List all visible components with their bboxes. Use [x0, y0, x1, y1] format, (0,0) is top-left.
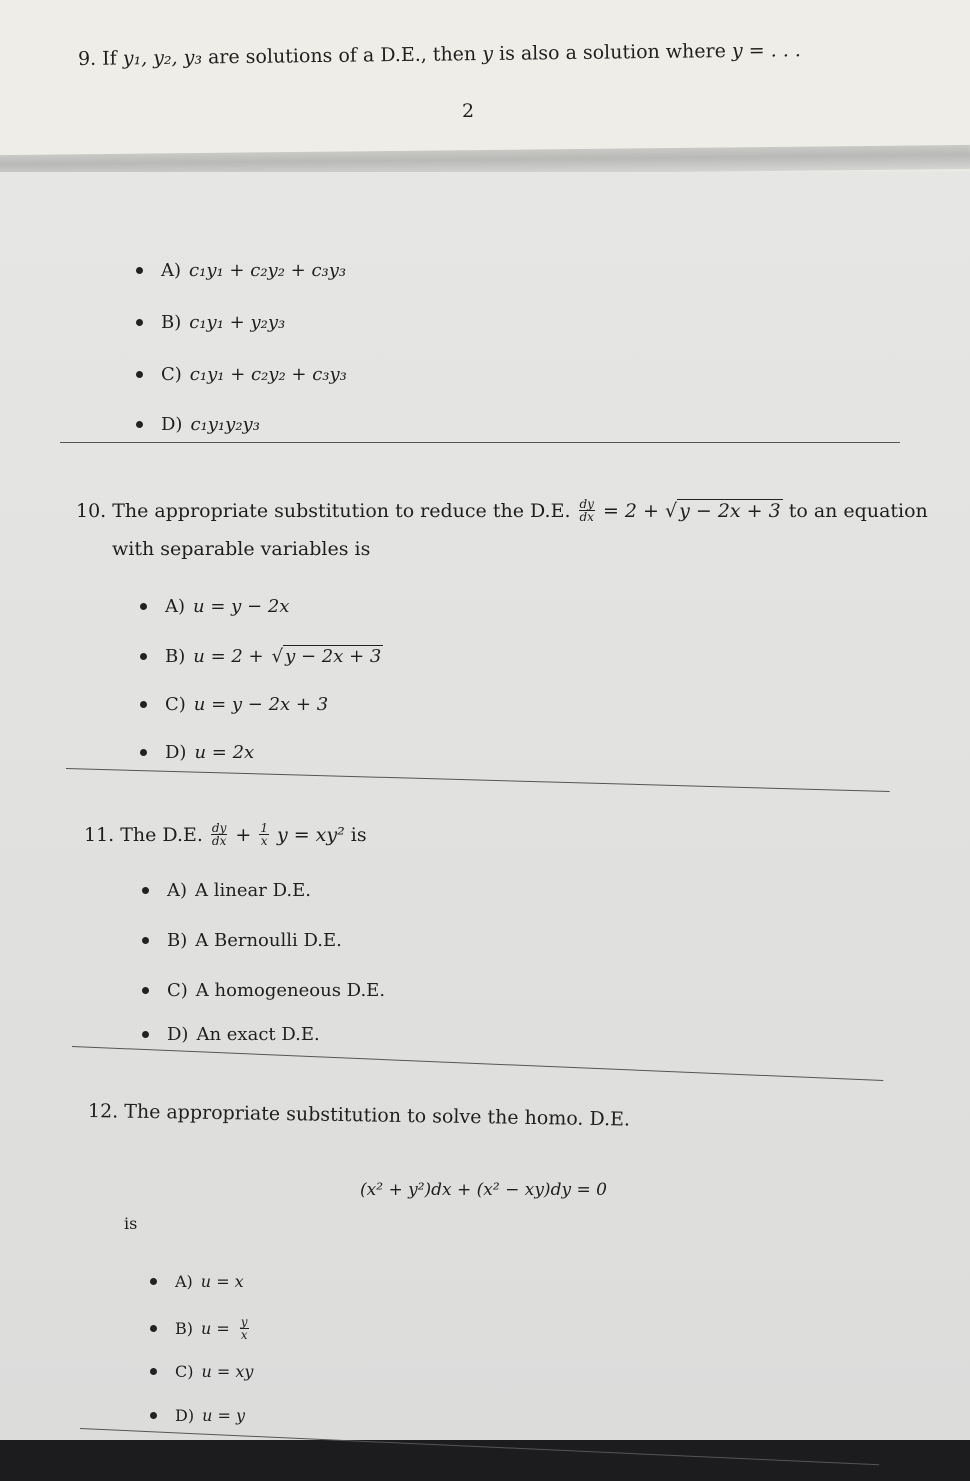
option-expr: u = 2x: [194, 742, 255, 763]
math-var: y: [482, 42, 494, 66]
option-label: D): [167, 1024, 189, 1045]
question-11-stem: [84, 822, 367, 847]
option-expr: c₁y₁y₂y₃: [190, 414, 260, 435]
fraction: $\frac{1}{x}$: [260, 821, 268, 848]
option-label: A): [165, 596, 186, 617]
display-equation: (x² + y²)dx + (x² − xy)dy = 0: [360, 1180, 607, 1200]
bullet-icon: [136, 319, 143, 326]
bullet-icon: [150, 1325, 157, 1332]
question-number: 11.: [84, 823, 115, 846]
option-label: B): [175, 1319, 193, 1338]
option-expr: u = xy: [201, 1362, 254, 1381]
option-label: D): [165, 742, 187, 763]
current-page: [0, 172, 970, 1442]
option-label: C): [161, 364, 182, 385]
option-text: A Bernoulli D.E.: [195, 930, 342, 951]
separator: [60, 442, 900, 443]
math-expr: y = xy²: [276, 823, 345, 846]
option-label: C): [175, 1362, 194, 1381]
stem-text: is: [124, 1214, 138, 1233]
stem-text: is also a solution where: [498, 40, 727, 65]
option-label: A): [161, 260, 182, 281]
option-expr: c₁y₁ + c₂y₂ + c₃y₃: [189, 364, 347, 385]
option-expr: c₁y₁ + y₂y₃: [189, 312, 286, 333]
stem-text-line2: with separable variables is: [112, 538, 371, 560]
bullet-icon: [150, 1368, 157, 1375]
bullet-icon: [136, 421, 143, 428]
stem-text: The D.E.: [120, 823, 203, 846]
q11-option-a[interactable]: [142, 880, 311, 901]
question-number: 12.: [87, 1100, 119, 1123]
q10-option-c[interactable]: [140, 694, 328, 715]
question-number: 10.: [76, 499, 107, 522]
stem-text: The appropriate substitution to reduce the D.E.: [112, 499, 571, 522]
math-expr: y = . . .: [731, 39, 802, 63]
question-number: 9.: [77, 47, 97, 70]
option-label: C): [167, 980, 188, 1001]
option-label: A): [175, 1272, 193, 1291]
page-number: 2: [462, 100, 475, 122]
option-label: B): [165, 646, 186, 667]
option-label: D): [161, 414, 183, 435]
q12-option-c[interactable]: [150, 1362, 253, 1381]
bullet-icon: [142, 987, 149, 994]
bullet-icon: [140, 701, 147, 708]
bullet-icon: [142, 887, 149, 894]
fraction: $\frac{y}{x}$: [240, 1315, 248, 1342]
previous-page-bottom: [0, 0, 970, 160]
option-label: D): [175, 1406, 195, 1425]
stem-text: to an equation: [788, 499, 928, 522]
option-label: A): [167, 880, 188, 901]
bullet-icon: [140, 653, 147, 660]
q9-option-b[interactable]: [136, 312, 285, 333]
math-vars: y₁, y₂, y₃: [122, 46, 203, 70]
sqrt-expr: √ y − 2x + 3: [271, 646, 382, 667]
option-text: A homogeneous D.E.: [195, 980, 386, 1001]
q10-option-b[interactable]: [140, 646, 383, 667]
fraction: $\frac{dy}{dx}$: [579, 497, 594, 524]
q9-option-a[interactable]: [136, 260, 346, 281]
stem-text: The appropriate substitution to solve the homo. D.E.: [124, 1100, 631, 1131]
q9-option-d[interactable]: [136, 414, 260, 435]
option-text: An exact D.E.: [196, 1024, 320, 1045]
q12-option-d[interactable]: [150, 1406, 245, 1425]
option-expr: u =: [201, 1319, 230, 1338]
bullet-icon: [142, 1031, 149, 1038]
bullet-icon: [140, 749, 147, 756]
bullet-icon: [150, 1278, 157, 1285]
option-expr: c₁y₁ + c₂y₂ + c₃y₃: [189, 260, 347, 281]
option-expr: u = y − 2x + 3: [193, 694, 329, 715]
q10-option-d[interactable]: [140, 742, 254, 763]
math-op: +: [235, 823, 252, 846]
q12-option-a[interactable]: [150, 1272, 244, 1291]
math-expr: = 2 +: [602, 499, 659, 522]
option-label: B): [167, 930, 188, 951]
bullet-icon: [150, 1412, 157, 1419]
sqrt-expr: √ y − 2x + 3: [664, 499, 781, 522]
bullet-icon: [136, 371, 143, 378]
option-expr: u = y − 2x: [193, 596, 290, 617]
bullet-icon: [142, 937, 149, 944]
q11-option-c[interactable]: [142, 980, 385, 1001]
option-label: B): [161, 312, 182, 333]
question-10-stem: [76, 498, 928, 523]
option-label: C): [165, 694, 186, 715]
stem-text: If: [102, 47, 117, 70]
option-expr: u = y: [202, 1406, 245, 1425]
q11-option-d[interactable]: [142, 1024, 320, 1045]
stem-text: are solutions of a D.E., then: [207, 43, 477, 69]
q10-option-a[interactable]: [140, 596, 289, 617]
bullet-icon: [140, 603, 147, 610]
fraction: $\frac{dy}{dx}$: [211, 821, 227, 848]
q9-option-c[interactable]: [136, 364, 347, 385]
option-text: A linear D.E.: [195, 880, 311, 901]
q11-option-b[interactable]: [142, 930, 342, 951]
stem-text: is: [350, 823, 367, 846]
option-expr: u = 2 +: [193, 646, 264, 667]
q12-option-b[interactable]: [150, 1316, 251, 1341]
option-expr: u = x: [200, 1272, 244, 1291]
bullet-icon: [136, 267, 143, 274]
